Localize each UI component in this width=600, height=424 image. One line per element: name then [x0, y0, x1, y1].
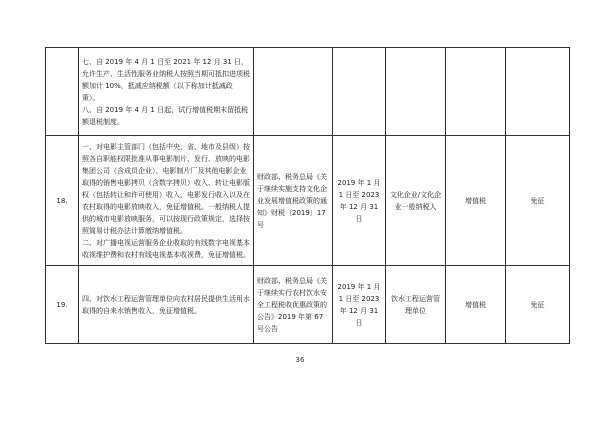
policy-content [79, 266, 254, 344]
table-row [46, 136, 570, 266]
policy-period [333, 48, 386, 136]
policy-paragraph: 一、对电影主管部门（包括中央、省、地市及县级）按照各自职能权限批准从事电影制片、发行、放映的电影集团公司（含成员企业）、电影制片厂及其他电影企业取得的销售电影拷贝（含数字拷贝）收入、转让电影版权（包括转让和许可使用）收入、电影发行收入以及在农村取得的电影放映收入，免征增值税。一般纳税人提供的城市电影放映服务，可以按现行政策规定，选择按照简易计税办法计算缴纳增值税。 [82, 142, 250, 235]
policy-basis: 财政部、税务总局《关于继续实施支持文化企业发展增值税政策的通知》财税〔2019〕17 号 [254, 136, 333, 266]
policy-basis: 财政部、税务总局《关于继续实行农村饮水安全工程税收优惠政策的公告》2019 年第 67 号公告 [254, 266, 333, 344]
policy-subject: 饮水工程运营管理单位 [386, 266, 446, 344]
tax-type [446, 48, 506, 136]
policy-paragraph: 八、自 2019 年 4 月 1 日起，试行增值税期末留抵税额退税制度。 [82, 105, 249, 126]
policy-subject: 文化企业/文化企业一般纳税人 [386, 136, 446, 266]
row-number: 19. [46, 266, 79, 344]
tax-type: 增值税 [446, 266, 506, 344]
policy-period: 2019 年 1 月 1 日至 2023 年 12 月 31 日 [333, 136, 386, 266]
policy-content [79, 136, 254, 266]
tax-type: 增值税 [446, 136, 506, 266]
policy-paragraph: 四、对饮水工程运营管理单位向农村居民提供生活用水取得的自来水销售收入，免征增值税。 [82, 294, 250, 315]
policy-table [45, 47, 570, 344]
row-number [46, 48, 79, 136]
policy-subject [386, 48, 446, 136]
table-row [46, 48, 570, 136]
relief-method: 免征 [506, 136, 570, 266]
page-number: 36 [295, 356, 305, 364]
row-number: 18. [46, 136, 79, 266]
policy-content [79, 48, 254, 136]
policy-paragraph: 七、自 2019 年 4 月 1 日至 2021 年 12 月 31 日，允许生产、生活性服务业纳税人按照当期可抵扣进项税额加计 10%，抵减应纳税额（以下称加计抵减政策）。 [82, 57, 250, 102]
table-row [46, 266, 570, 344]
policy-period: 2019 年 1 月 1 日至 2023 年 12 月 31 日 [333, 266, 386, 344]
policy-paragraph: 二、对广播电视运营服务企业收取的有线数字电视基本收视维护费和农村有线电视基本收视费，免征增值税。 [82, 238, 250, 259]
policy-basis [254, 48, 333, 136]
relief-method [506, 48, 570, 136]
relief-method: 免征 [506, 266, 570, 344]
